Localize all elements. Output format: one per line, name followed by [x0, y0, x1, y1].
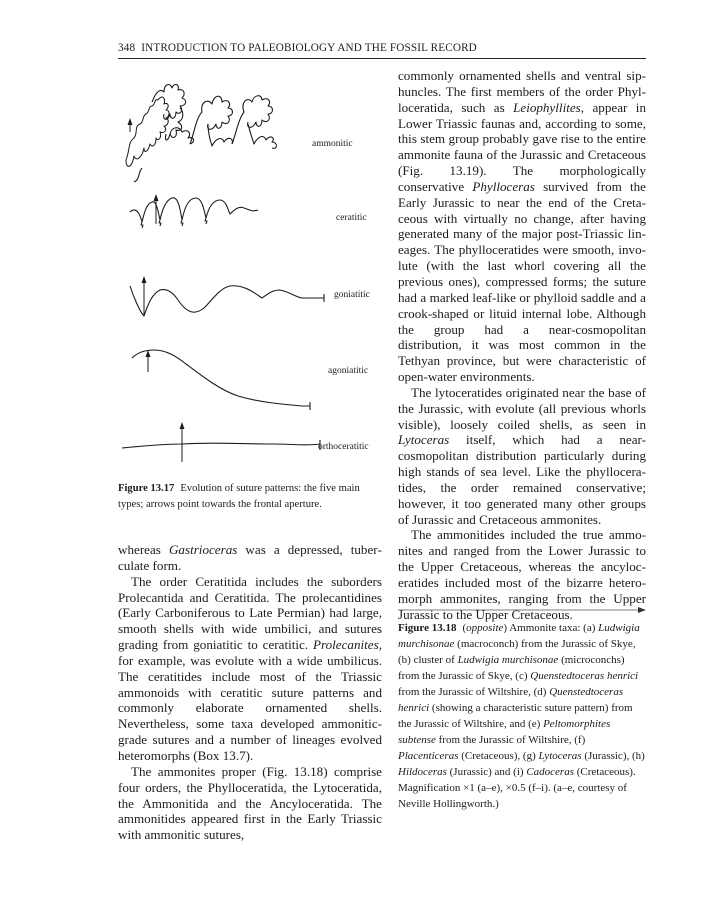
- suture-figure: [112, 72, 382, 472]
- paragraph: [118, 542, 382, 574]
- taxon-name: Peltomorphites subtense: [398, 718, 611, 746]
- label-orthoceratitic: orthoceratitic: [318, 442, 369, 452]
- taxon-name: Lytoceras: [538, 750, 582, 762]
- caption-text: Evolution of suture patterns: the five main types; arrows point towards the frontal aperture.: [118, 483, 360, 510]
- text-run: (: [462, 622, 467, 634]
- label-ammonitic: ammonitic: [312, 139, 353, 149]
- text-run: (macroconch) from the Jurassic of Skye, (b) cluster of: [398, 638, 636, 666]
- text-run: commonly ornamented shells and ventral siphuncles. The first members of the order Phylloceratida, such as: [398, 68, 646, 115]
- text-run: ): [503, 622, 508, 634]
- paragraph: The ammonitides included the true ammonites and ranged from the Lower Jurassic to the Upper Cretaceous, whereas the ancyloceratides included most of the bizarre heteromorph ammonites, ranging from the Upper Jurassic to the Upper Cretaceous.: [398, 527, 646, 622]
- goniatitic-suture: [130, 276, 324, 316]
- paragraph: [398, 68, 646, 385]
- suture-drawings: [112, 72, 382, 472]
- text-run: , appear in Lower Triassic faunas and, according to some, this stem group probably gave rise to the entire ammonite fauna of the Jurassic and Cretaceous (Fig. 13.19). The morphologically conservative: [398, 99, 646, 194]
- paragraph: [398, 385, 646, 528]
- figure-13-18-caption: [398, 620, 646, 812]
- taxon-name: Prolecanites: [313, 637, 379, 653]
- text-run: was a depressed, tuberculate form.: [118, 542, 382, 573]
- text-run: (Cretaceous), (g): [458, 750, 539, 762]
- label-goniatitic: goniatitic: [334, 290, 370, 300]
- text-run: survived from the Early Jurassic to near the end of the Cretaceous with virtually no change, after having generated many of the major post-Triassic lineages. The phylloceratides were smooth, involute (with the last whorl covering all the previous ones), compressed forms; the suture had a marked leaf-like or phylloid saddle and a crook-shaped or lituid internal lobe. Although the group had a near-cosmopolitan distribution, it was most common in the Tethyan province, but were characteristic of open-water environments.: [398, 178, 646, 385]
- caption-label: Figure 13.17: [118, 483, 175, 494]
- text-run: The order Ceratitida includes the suborders Prolecantida and Ceratitida. The prolecantidines (Early Carboniferous to Late Permian) had large, smooth shells with wide umbilici, and sutures grading from goniatitic to ceratitic.: [118, 573, 382, 653]
- taxon-name: Phylloceras: [472, 178, 535, 194]
- text-run: The lytoceratides originated near the base of the Jurassic, with evolute (all previous whorls visible), loosely coiled shells, as seen in: [398, 384, 646, 432]
- taxon-name: Lytoceras: [398, 432, 450, 448]
- running-head: [118, 42, 646, 59]
- taxon-name: Quenstedtoceras henrici: [398, 686, 624, 714]
- taxon-name: Hildoceras: [398, 766, 447, 778]
- paragraph: The ammonites proper (Fig. 13.18) comprise four orders, the Phylloceratida, the Lytoceratida, the Ammonitida and the Ancyloceratida. The ammonitides appeared first in the Early Triassic with ammonitic sutures,: [118, 763, 382, 843]
- ceratitic-suture: [130, 194, 258, 228]
- text-run: (Jurassic), (h): [581, 750, 645, 762]
- label-agoniatitic: agoniatitic: [328, 366, 369, 376]
- ammonitic-suture: [126, 84, 277, 182]
- caption-label: Figure 13.18: [398, 622, 457, 634]
- taxon-name: Ludwigia murchisonae: [398, 622, 640, 650]
- text-run: (Cretaceous). Magnification ×1 (a–e), ×0.5 (f–i). (a–e, courtesy of Neville Hollingworth.): [398, 766, 636, 810]
- right-column: [398, 68, 646, 623]
- agoniatitic-suture: [132, 350, 310, 410]
- taxon-name: Ludwigia murchisonae: [457, 654, 559, 666]
- text-run: opposite: [466, 622, 504, 634]
- taxon-name: Cadoceras: [526, 766, 574, 778]
- left-column: [118, 542, 382, 843]
- taxon-name: Gastrioceras: [168, 542, 238, 557]
- text-run: (showing a characteristic suture pattern) from the Jurassic of Wiltshire, and (e): [398, 702, 633, 730]
- taxon-name: Leiophyllites: [513, 99, 581, 115]
- text-run: itself, which had a near-cosmopolitan distribution particularly during high stands of sea level. Like the phylloceratides, the order remained conservative; however, it too generated many other groups of Jurassic and Cretaceous ammonites.: [398, 432, 646, 527]
- text-run: , for example, was evolute with a wide umbilicus. The ceratitides include most of the Triassic ammonoids with ceratitic suture patterns and commonly elaborate ornamented shells. Nevertheless, some taxa developed ammonitic-grade sutures and a number of lineages evolved heteromorphs (Box 13.7).: [118, 637, 382, 763]
- figure-13-17-caption: [118, 481, 380, 512]
- text-run: (microconchs) from the Jurassic of Skye, (c): [398, 654, 625, 682]
- page-number: 348: [118, 42, 136, 54]
- text-run: from the Jurassic of Wiltshire, (f): [435, 734, 586, 746]
- running-title: INTRODUCTION TO PALEOBIOLOGY AND THE FOSSIL RECORD: [141, 42, 477, 54]
- taxon-name: Placenticeras: [398, 750, 459, 762]
- text-run: from the Jurassic of Wiltshire, (d): [398, 686, 550, 698]
- text-run: Ammonite taxa: (a): [507, 622, 599, 634]
- arrow-rule: [398, 605, 646, 615]
- orthoceratitic-suture: [122, 422, 320, 462]
- text-run: whereas: [118, 542, 169, 557]
- taxon-name: Quenstedtoceras henrici: [530, 670, 639, 682]
- text-run: (Jurassic) and (i): [446, 766, 527, 778]
- label-ceratitic: ceratitic: [336, 213, 367, 223]
- paragraph: [118, 574, 382, 764]
